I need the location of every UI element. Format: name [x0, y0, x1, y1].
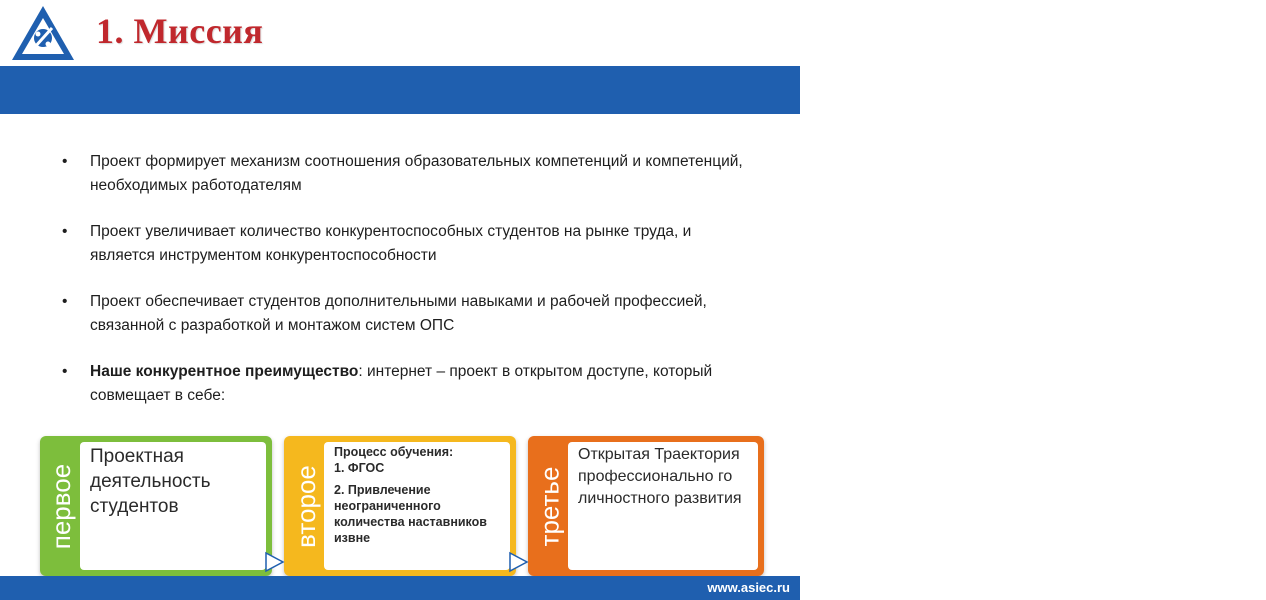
header: [0, 0, 800, 66]
bullet-item: • Проект формирует механизм соотношения образовательных компетенций и компетенций, необходимых работодателям: [60, 150, 760, 198]
card-first: [40, 436, 272, 576]
bullet-item: • Проект увеличивает количество конкурентоспособных студентов на рынке труда, и является инструментом конкурентоспособности: [60, 220, 760, 268]
header-band: [0, 66, 800, 114]
arrow-right-icon: [506, 550, 530, 574]
card-text: Процесс обучения: 1. ФГОС 2. Привлечение неограниченного количества наставников извне: [334, 445, 487, 545]
card-text: Открытая Траектория профессионально го личностного развития: [578, 446, 742, 507]
card-third: [528, 436, 1266, 576]
page-title: 1. Миссия: [96, 11, 264, 51]
emphasis-text: Наше конкурентное преимущество: [90, 363, 359, 380]
card-label: первое: [46, 463, 77, 549]
arrow-right-icon: [262, 550, 286, 574]
footer: [0, 576, 800, 600]
card-second: [284, 436, 516, 576]
card-label: второе: [290, 464, 321, 548]
bullet-list: [60, 150, 760, 408]
bullet-text: : интернет – проект в открытом доступе, который совмещает в себе:: [90, 363, 713, 404]
bullet-item: • Проект обеспечивает студентов дополнительными навыками и рабочей профессией, связанной с разработкой и монтажом систем ОПС: [60, 290, 760, 338]
footer-link[interactable]: www.asiec.ru: [707, 580, 790, 595]
triangle-logo-icon: [10, 4, 76, 62]
bullet-item: [60, 360, 760, 408]
watermark: MyShared: [1162, 540, 1266, 565]
card-text: Проектная деятельность студентов: [90, 446, 211, 517]
card-label: третье: [534, 466, 565, 546]
feature-cards: [0, 436, 1266, 576]
